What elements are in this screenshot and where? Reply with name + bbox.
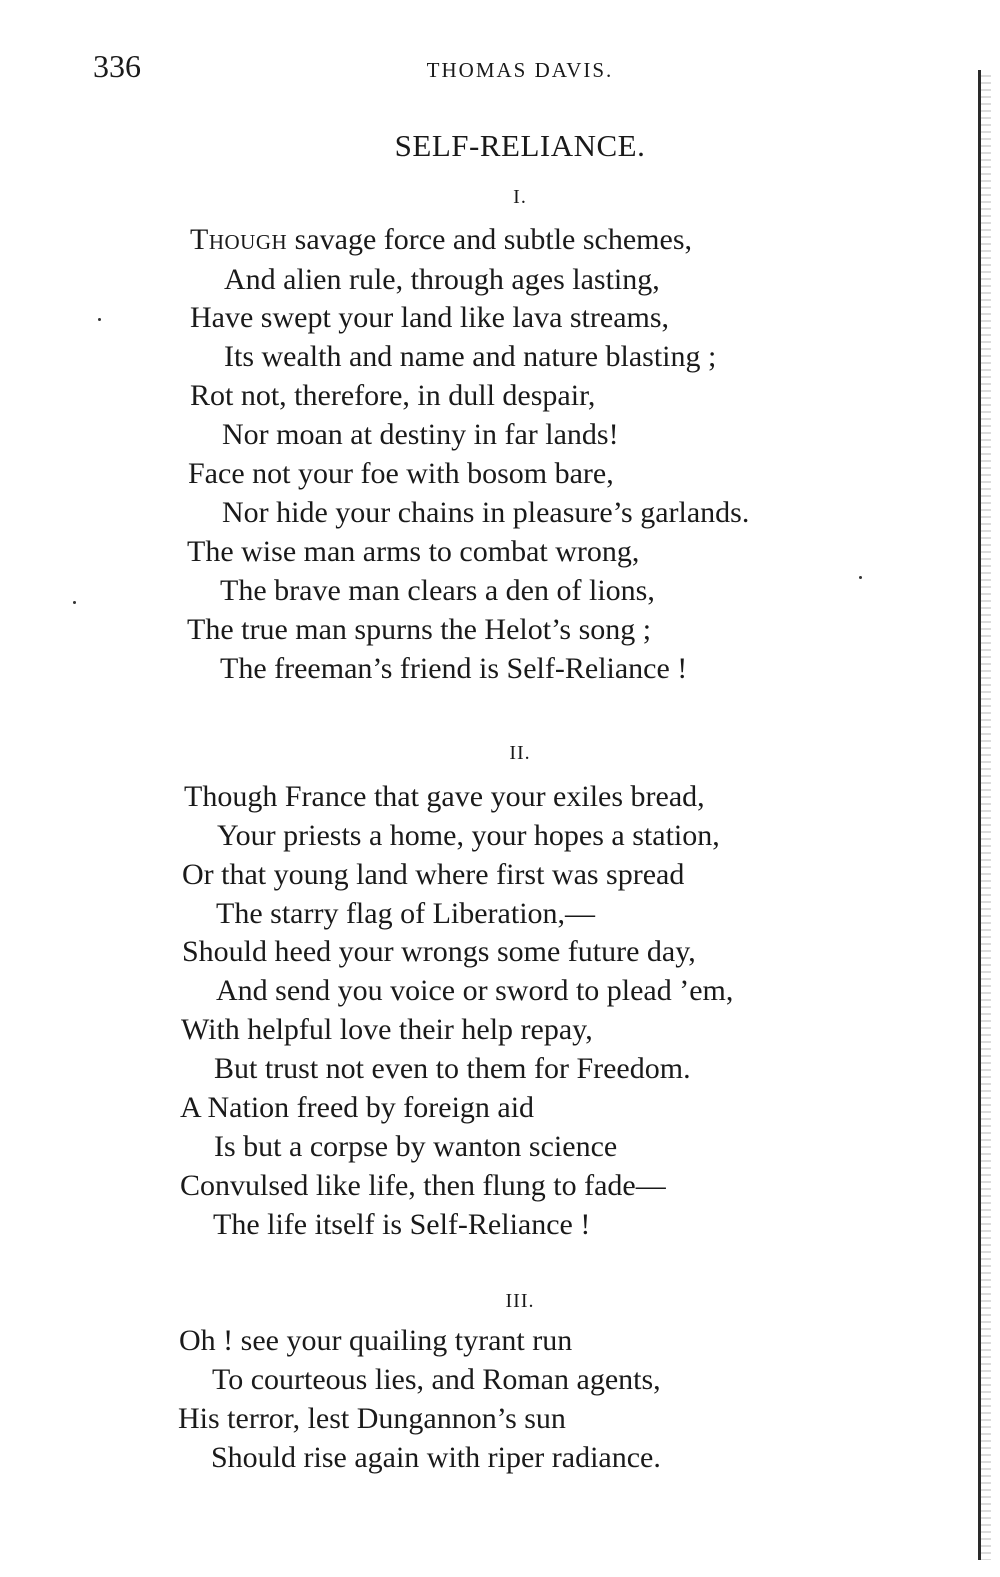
- stanza-numeral: III.: [505, 1290, 535, 1312]
- page-number: 336: [93, 48, 141, 84]
- running-head: THOMAS DAVIS.: [426, 58, 614, 82]
- speck: [859, 576, 862, 579]
- poem-line: And send you voice or sword to plead ’em,: [216, 974, 734, 1007]
- poem-line: His terror, lest Dungannon’s sun: [178, 1402, 566, 1435]
- poem-line: Though France that gave your exiles bread,: [184, 780, 705, 813]
- poem-line: Its wealth and name and nature blasting ;: [224, 340, 717, 373]
- poem-line: Or that young land where first was spread: [182, 858, 685, 891]
- poem-title: SELF-RELIANCE.: [394, 128, 646, 163]
- speck: [73, 601, 76, 604]
- poem-line: But trust not even to them for Freedom.: [214, 1052, 691, 1085]
- page-edge: [978, 70, 991, 1560]
- poem-line: Your priests a home, your hopes a station,: [217, 819, 720, 852]
- stanza-numeral: II.: [509, 742, 531, 764]
- poem-line: Is but a corpse by wanton science: [214, 1130, 618, 1163]
- poem-line: The true man spurns the Helot’s song ;: [187, 613, 652, 646]
- poem-line: Nor moan at destiny in far lands!: [222, 418, 619, 451]
- poem-line: The life itself is Self-Reliance !: [213, 1208, 591, 1241]
- poem-line: The starry flag of Liberation,—: [216, 897, 596, 930]
- poem-line: Have swept your land like lava streams,: [190, 301, 670, 334]
- poem-line: Should rise again with riper radiance.: [211, 1441, 661, 1474]
- stanza-numeral: I.: [513, 186, 527, 208]
- poem-line: [190, 222, 692, 258]
- speck: [98, 318, 101, 321]
- poem-line: Rot not, therefore, in dull despair,: [190, 379, 596, 412]
- poem-line: The brave man clears a den of lions,: [220, 574, 655, 607]
- poem-line: And alien rule, through ages lasting,: [224, 263, 660, 296]
- poem-line: A Nation freed by foreign aid: [180, 1091, 535, 1124]
- poem-line: Oh ! see your quailing tyrant run: [179, 1324, 573, 1357]
- poem-line: Nor hide your chains in pleasure’s garlands.: [222, 496, 750, 529]
- poem-line: To courteous lies, and Roman agents,: [212, 1363, 661, 1396]
- poem-line: Convulsed like life, then flung to fade—: [180, 1169, 666, 1202]
- poem-line: With helpful love their help repay,: [181, 1013, 593, 1046]
- poem-line: The freeman’s friend is Self-Reliance !: [220, 652, 688, 685]
- poem-line: The wise man arms to combat wrong,: [187, 535, 640, 568]
- poem-line: Face not your foe with bosom bare,: [188, 457, 614, 490]
- drop-word: Though: [190, 223, 288, 256]
- line-text: savage force and subtle schemes,: [287, 223, 692, 256]
- poem-line: Should heed your wrongs some future day,: [182, 935, 696, 968]
